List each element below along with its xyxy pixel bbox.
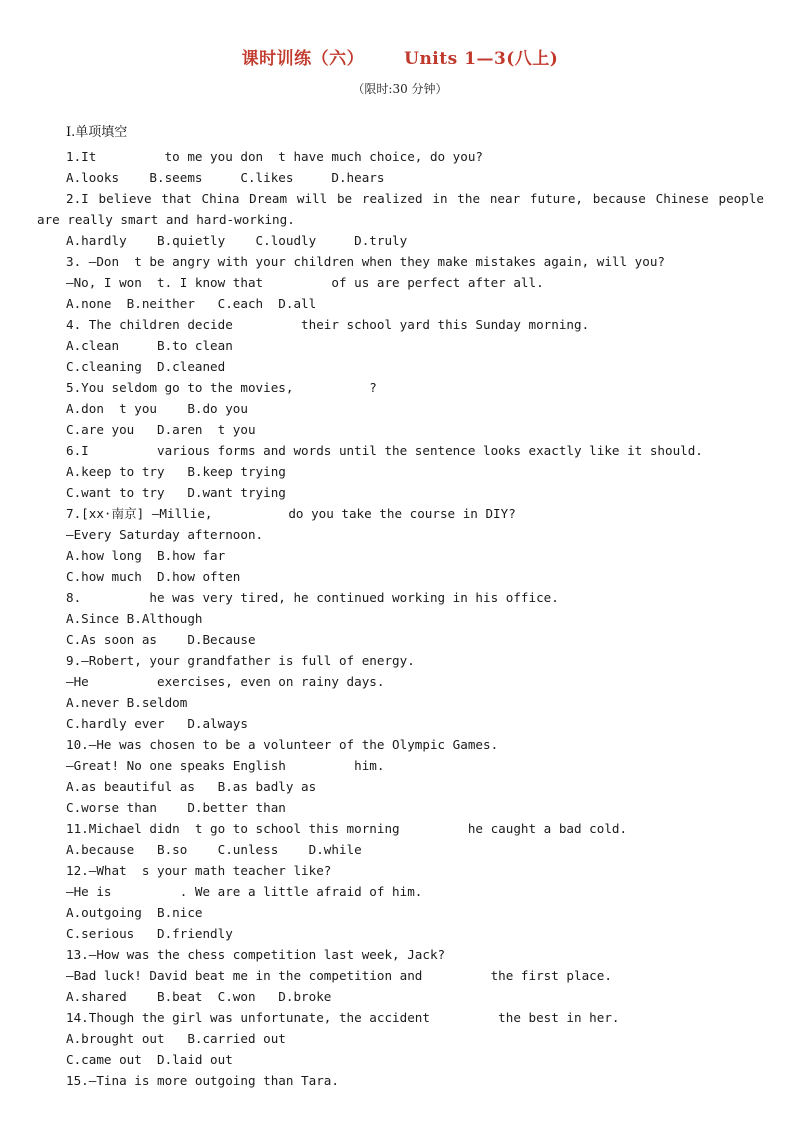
question-line: are really smart and hard-working.	[37, 212, 295, 227]
question-line: 2.I believe that China Dream will be realized in the near future, because Chinese people	[66, 191, 764, 206]
question-line: 1.It to me you don t have much choice, do you?	[66, 149, 484, 164]
question-line: 8. he was very tired, he continued working in his office.	[66, 590, 559, 605]
option-line: A.brought out B.carried out	[66, 1031, 286, 1046]
question-line: 11.Michael didn t go to school this morning he caught a bad cold.	[66, 821, 628, 836]
option-line: A.shared B.beat C.won D.broke	[66, 989, 332, 1004]
option-line: C.cleaning D.cleaned	[66, 359, 226, 374]
option-line: A.keep to try B.keep trying	[66, 464, 286, 479]
option-line: C.came out D.laid out	[66, 1052, 233, 1067]
question-line: 7.[xx·南京] —Millie, do you take the course in DIY?	[66, 506, 516, 521]
option-line: A.how long B.how far	[66, 548, 226, 563]
time-limit: （限时:30 分钟）	[352, 82, 448, 96]
question-list	[37, 146, 764, 1091]
question-line: 3. —Don t be angry with your children when they make mistakes again, will you?	[66, 254, 665, 269]
question-line: 9.—Robert, your grandfather is full of energy.	[66, 653, 415, 668]
option-line: C.want to try D.want trying	[66, 485, 286, 500]
question-line: 13.—How was the chess competition last week, Jack?	[66, 947, 446, 962]
question-line: —He exercises, even on rainy days.	[66, 674, 385, 689]
question-line: 10.—He was chosen to be a volunteer of the Olympic Games.	[66, 737, 499, 752]
option-line: A.because B.so C.unless D.while	[66, 842, 362, 857]
option-line: C.how much D.how often	[66, 569, 241, 584]
option-line: C.hardly ever D.always	[66, 716, 248, 731]
option-line: C.As soon as D.Because	[66, 632, 256, 647]
question-line: —Every Saturday afternoon.	[66, 527, 264, 542]
question-line: 5.You seldom go to the movies, ?	[66, 380, 377, 395]
question-line: —He is . We are a little afraid of him.	[66, 884, 423, 899]
question-line: —Great! No one speaks English him.	[66, 758, 385, 773]
title-units: Units 1—3(八上)	[404, 49, 559, 69]
question-line: 4. The children decide their school yard this Sunday morning.	[66, 317, 590, 332]
question-line: 6.I various forms and words until the sentence looks exactly like it should.	[66, 443, 703, 458]
option-line: A.as beautiful as B.as badly as	[66, 779, 317, 794]
question-line: 15.—Tina is more outgoing than Tara.	[66, 1073, 339, 1088]
section-heading: Ⅰ.单项填空	[66, 125, 128, 140]
option-line: A.looks B.seems C.likes D.hears	[66, 170, 385, 185]
title-chinese: 课时训练（六）	[241, 49, 365, 69]
option-line: A.Since B.Although	[66, 611, 203, 626]
option-line: C.serious D.friendly	[66, 926, 233, 941]
option-line: A.outgoing B.nice	[66, 905, 203, 920]
option-line: C.worse than D.better than	[66, 800, 286, 815]
question-line: 14.Though the girl was unfortunate, the accident the best in her.	[66, 1010, 620, 1025]
question-line: 12.—What s your math teacher like?	[66, 863, 332, 878]
option-line: A.clean B.to clean	[66, 338, 233, 353]
option-line: A.never B.seldom	[66, 695, 188, 710]
question-line: —Bad luck! David beat me in the competition and the first place.	[66, 968, 612, 983]
question-line: —No, I won t. I know that of us are perfect after all.	[66, 275, 544, 290]
option-line: A.none B.neither C.each D.all	[66, 296, 317, 311]
option-line: A.hardly B.quietly C.loudly D.truly	[66, 233, 408, 248]
page-title	[0, 44, 800, 69]
option-line: C.are you D.aren t you	[66, 422, 256, 437]
option-line: A.don t you B.do you	[66, 401, 248, 416]
